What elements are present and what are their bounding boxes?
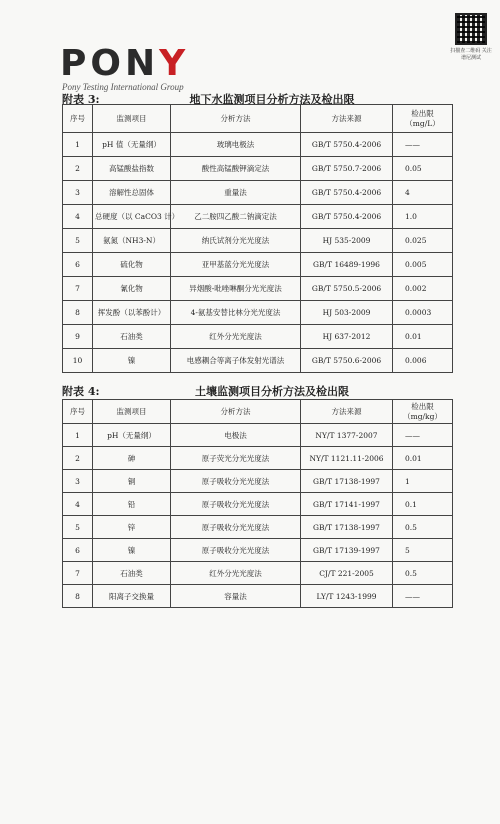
table-cell: NY/T 1377-2007 bbox=[301, 424, 393, 447]
table-cell: CJ/T 221-2005 bbox=[301, 562, 393, 585]
table-cell: 原子吸收分光光度法 bbox=[171, 516, 301, 539]
table-cell: 8 bbox=[63, 585, 93, 608]
table-cell: 挥发酚（以苯酚计） bbox=[93, 301, 171, 325]
company-name: Pony Testing International Group bbox=[62, 82, 184, 92]
table-cell: —— bbox=[393, 424, 453, 447]
table-cell: 0.0003 bbox=[393, 301, 453, 325]
table-row bbox=[63, 424, 453, 447]
table-row bbox=[63, 470, 453, 493]
table-cell: 石油类 bbox=[93, 325, 171, 349]
table-cell: LY/T 1243-1999 bbox=[301, 585, 393, 608]
table-cell: 5 bbox=[393, 539, 453, 562]
table-cell: 硫化物 bbox=[93, 253, 171, 277]
table-cell: 原子吸收分光光度法 bbox=[171, 493, 301, 516]
table-cell: 4 bbox=[63, 493, 93, 516]
table4-label: 附表 4: bbox=[62, 385, 100, 398]
table-cell: 电极法 bbox=[171, 424, 301, 447]
table-cell: 7 bbox=[63, 277, 93, 301]
table-cell: 5 bbox=[63, 229, 93, 253]
table-cell: 酸性高锰酸钾滴定法 bbox=[171, 157, 301, 181]
table-cell: 原子吸收分光光度法 bbox=[171, 539, 301, 562]
table-cell: 容量法 bbox=[171, 585, 301, 608]
column-header: 检出限 （mg/kg） bbox=[393, 400, 453, 424]
table-row bbox=[63, 325, 453, 349]
table-cell: 氨氮（NH3-N） bbox=[93, 229, 171, 253]
table-cell: 1 bbox=[63, 133, 93, 157]
table-cell: NY/T 1121.11-2006 bbox=[301, 447, 393, 470]
table-cell: 重量法 bbox=[171, 181, 301, 205]
groundwater-methods-table bbox=[62, 104, 453, 373]
table-cell: 1 bbox=[63, 424, 93, 447]
table-cell: 高锰酸盐指数 bbox=[93, 157, 171, 181]
table-row bbox=[63, 562, 453, 585]
table-cell: GB/T 16489-1996 bbox=[301, 253, 393, 277]
table-cell: GB/T 5750.7-2006 bbox=[301, 157, 393, 181]
table-cell: GB/T 5750.4-2006 bbox=[301, 205, 393, 229]
table-cell: GB/T 5750.5-2006 bbox=[301, 277, 393, 301]
table-cell: 异烟酸-吡唑啉酮分光光度法 bbox=[171, 277, 301, 301]
table-row bbox=[63, 133, 453, 157]
soil-methods-table bbox=[62, 399, 453, 608]
table-row bbox=[63, 277, 453, 301]
table-cell: 纳氏试剂分光光度法 bbox=[171, 229, 301, 253]
table-row bbox=[63, 585, 453, 608]
column-header: 监测项目 bbox=[93, 105, 171, 133]
table3-label: 附表 3: bbox=[62, 93, 100, 106]
table-cell: 红外分光光度法 bbox=[171, 562, 301, 585]
table-row bbox=[63, 301, 453, 325]
table-cell: 石油类 bbox=[93, 562, 171, 585]
table-cell: —— bbox=[393, 133, 453, 157]
table-row bbox=[63, 493, 453, 516]
table-cell: GB/T 17139-1997 bbox=[301, 539, 393, 562]
table-cell: 3 bbox=[63, 181, 93, 205]
table-row bbox=[63, 253, 453, 277]
table-header-row bbox=[63, 400, 453, 424]
table-cell: GB/T 5750.6-2006 bbox=[301, 349, 393, 373]
table-cell: GB/T 17141-1997 bbox=[301, 493, 393, 516]
table-row bbox=[63, 157, 453, 181]
table-row bbox=[63, 229, 453, 253]
table-row bbox=[63, 205, 453, 229]
table-cell: 7 bbox=[63, 562, 93, 585]
table-row bbox=[63, 181, 453, 205]
table-cell: 4 bbox=[63, 205, 93, 229]
table-row bbox=[63, 349, 453, 373]
table-cell: HJ 535-2009 bbox=[301, 229, 393, 253]
table-cell: 10 bbox=[63, 349, 93, 373]
table-cell: 电感耦合等离子体发射光谱法 bbox=[171, 349, 301, 373]
column-header: 序号 bbox=[63, 400, 93, 424]
table-cell: 原子吸收分光光度法 bbox=[171, 470, 301, 493]
column-header: 序号 bbox=[63, 105, 93, 133]
table-header-row bbox=[63, 105, 453, 133]
column-header: 检出限 （mg/L） bbox=[393, 105, 453, 133]
table-cell: pH（无量纲） bbox=[93, 424, 171, 447]
logo-text: PONY bbox=[60, 43, 190, 84]
table-cell: 2 bbox=[63, 157, 93, 181]
table-cell: 1.0 bbox=[393, 205, 453, 229]
table-cell: 铜 bbox=[93, 470, 171, 493]
table-cell: GB/T 17138-1997 bbox=[301, 470, 393, 493]
table-cell: 0.005 bbox=[393, 253, 453, 277]
table4-title: 土壤监测项目分析方法及检出限 bbox=[195, 385, 349, 398]
company-logo bbox=[60, 43, 190, 84]
table-cell: 乙二胺四乙酸二钠滴定法 bbox=[171, 205, 301, 229]
table-cell: 原子荧光分光光度法 bbox=[171, 447, 301, 470]
table-cell: 玻璃电极法 bbox=[171, 133, 301, 157]
table-cell: 0.05 bbox=[393, 157, 453, 181]
table-cell: 镍 bbox=[93, 349, 171, 373]
table-cell: 4 bbox=[393, 181, 453, 205]
table-cell: 0.5 bbox=[393, 516, 453, 539]
qr-code-icon bbox=[455, 13, 487, 45]
table-cell: GB/T 5750.4-2006 bbox=[301, 133, 393, 157]
column-header: 方法来源 bbox=[301, 400, 393, 424]
table-cell: 6 bbox=[63, 253, 93, 277]
table-cell: 亚甲基蓝分光光度法 bbox=[171, 253, 301, 277]
table-cell: 5 bbox=[63, 516, 93, 539]
table-cell: 0.025 bbox=[393, 229, 453, 253]
column-header: 方法来源 bbox=[301, 105, 393, 133]
table-cell: HJ 503-2009 bbox=[301, 301, 393, 325]
table-row bbox=[63, 539, 453, 562]
table-cell: GB/T 17138-1997 bbox=[301, 516, 393, 539]
table-cell: 4-氨基安替比林分光光度法 bbox=[171, 301, 301, 325]
table-cell: 3 bbox=[63, 470, 93, 493]
table-cell: 砷 bbox=[93, 447, 171, 470]
qr-caption: 扫描查二维码 关注谱尼测试 bbox=[450, 48, 492, 61]
table-cell: 6 bbox=[63, 539, 93, 562]
table-cell: 0.1 bbox=[393, 493, 453, 516]
column-header: 分析方法 bbox=[171, 105, 301, 133]
table-row bbox=[63, 447, 453, 470]
table-row bbox=[63, 516, 453, 539]
table-cell: 氰化物 bbox=[93, 277, 171, 301]
table-cell: 阳离子交换量 bbox=[93, 585, 171, 608]
table-cell: 0.006 bbox=[393, 349, 453, 373]
table-cell: 0.002 bbox=[393, 277, 453, 301]
table-cell: 8 bbox=[63, 301, 93, 325]
table-cell: 镍 bbox=[93, 539, 171, 562]
table-cell: HJ 637-2012 bbox=[301, 325, 393, 349]
table-cell: pH 值（无量纲） bbox=[93, 133, 171, 157]
table-cell: 1 bbox=[393, 470, 453, 493]
table-cell: 锌 bbox=[93, 516, 171, 539]
table-cell: 0.01 bbox=[393, 447, 453, 470]
column-header: 监测项目 bbox=[93, 400, 171, 424]
table3-title: 地下水监测项目分析方法及检出限 bbox=[189, 93, 355, 106]
table-cell: 溶解性总固体 bbox=[93, 181, 171, 205]
table4-caption bbox=[62, 383, 452, 399]
table-cell: 红外分光光度法 bbox=[171, 325, 301, 349]
table-cell: 0.01 bbox=[393, 325, 453, 349]
table-cell: 2 bbox=[63, 447, 93, 470]
table-cell: 0.5 bbox=[393, 562, 453, 585]
table-cell: 铅 bbox=[93, 493, 171, 516]
column-header: 分析方法 bbox=[171, 400, 301, 424]
table-cell: 总硬度（以 CaCO3 计） bbox=[93, 205, 171, 229]
table-cell: —— bbox=[393, 585, 453, 608]
table-cell: GB/T 5750.4-2006 bbox=[301, 181, 393, 205]
table-cell: 9 bbox=[63, 325, 93, 349]
